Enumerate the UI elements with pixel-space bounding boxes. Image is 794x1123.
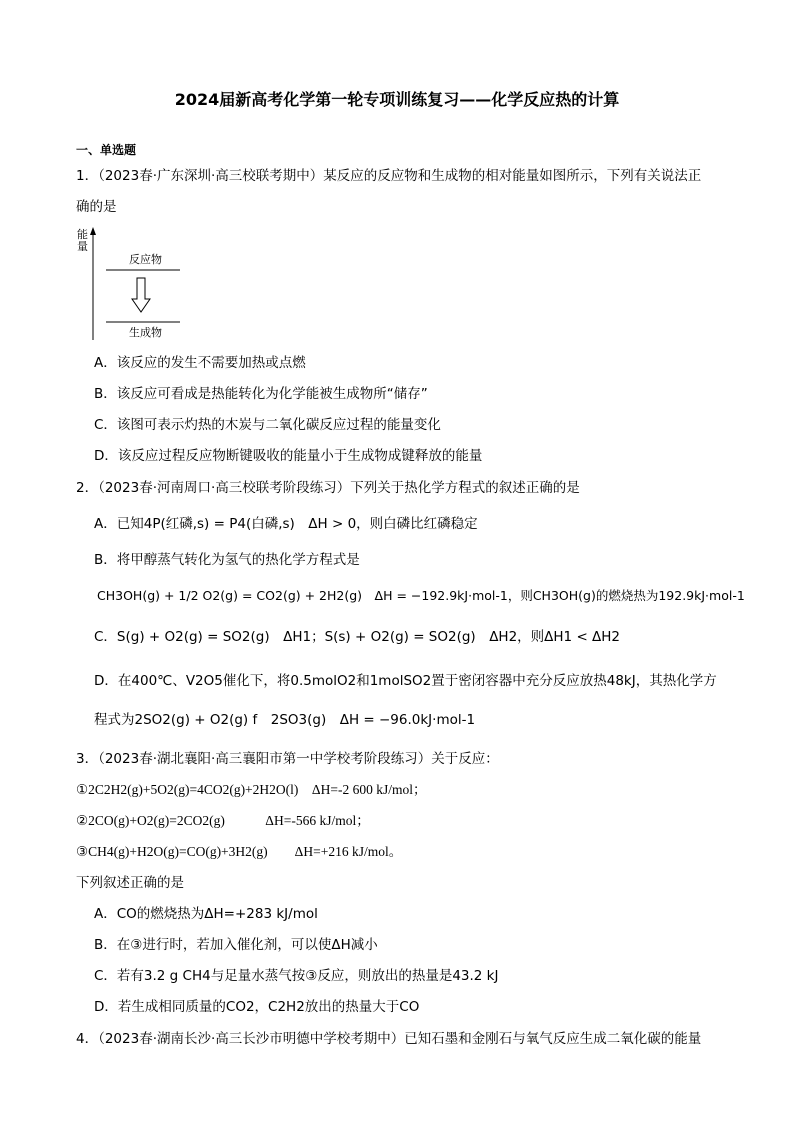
q2-stem: 2．（2023春·河南周口·高三校联考阶段练习）下列关于热化学方程式的叙述正确的是: [76, 480, 580, 496]
q1-option-a: A．该反应的发生不需要加热或点燃: [94, 355, 306, 371]
q1-option-c: C．该图可表示灼热的木炭与二氧化碳反应过程的能量变化: [94, 417, 441, 433]
energy-axis-label: 能量: [77, 228, 88, 253]
q3-reaction-3: ③CH4(g)+H2O(g)=CO(g)+3H2(g) ΔH=+216 kJ/mol。: [76, 844, 403, 859]
q2-option-a: A．已知4P(红磷,s) = P4(白磷,s) ΔH > 0，则白磷比红磷稳定: [94, 516, 478, 532]
q2-option-c: C．S(g) + O2(g) = SO2(g) ΔH1；S(s) + O2(g) = SO2(g) ΔH2，则ΔH1 < ΔH2: [94, 629, 621, 645]
q3-option-b: B．在③进行时，若加入催化剂，可以使ΔH减小: [94, 937, 378, 953]
section-heading: 一、单选题: [76, 143, 137, 157]
q1-stem-line2: 确的是: [76, 199, 117, 215]
q1-option-d: D．该反应过程反应物断键吸收的能量小于生成物成键释放的能量: [94, 448, 483, 464]
q3-option-a: A．CO的燃烧热为ΔH=+283 kJ/mol: [94, 906, 318, 922]
q4-stem: 4．（2023春·湖南长沙·高三长沙市明德中学校考期中）已知石墨和金刚石与氧气反应生成二氧化碳的能量: [76, 1031, 702, 1047]
q3-stem: 3．（2023春·湖北襄阳·高三襄阳市第一中学校考阶段练习）关于反应：: [76, 751, 499, 767]
q2-option-d-line2: 程式为2SO2(g) + O2(g) f 2SO3(g) ΔH = −96.0kJ·mol-1: [94, 712, 476, 728]
q2-option-d-line1: D．在400℃、V2O5催化下，将0.5molO2和1molSO2置于密闭容器中充分反应放热48kJ，其热化学方: [94, 673, 717, 689]
q2-option-b-line1: B．将甲醇蒸气转化为氢气的热化学方程式是: [94, 552, 360, 568]
q3-option-c: C．若有3.2 g CH4与足量水蒸气按③反应，则放出的热量是43.2 kJ: [94, 968, 499, 984]
q1-option-b: B．该反应可看成是热能转化为化学能被生成物所“储存”: [94, 386, 428, 402]
q3-lead: 下列叙述正确的是: [76, 875, 184, 891]
product-label: 生成物: [129, 326, 162, 339]
q1-stem-line1: 1．（2023春·广东深圳·高三校联考期中）某反应的反应物和生成物的相对能量如图所示，下列有关说法正: [76, 168, 702, 184]
down-arrow-icon: [132, 278, 150, 312]
q3-option-d: D．若生成相同质量的CO2，C2H2放出的热量大于CO: [94, 999, 420, 1015]
page-title: 2024届新高考化学第一轮专项训练复习——化学反应热的计算: [174, 90, 620, 109]
reactant-label: 反应物: [129, 253, 162, 266]
q3-reaction-1: ①2C2H2(g)+5O2(g)=4CO2(g)+2H2O(l) ΔH=-2 600 kJ/mol；: [76, 782, 427, 797]
q3-reaction-2: ②2CO(g)+O2(g)=2CO2(g) ΔH=-566 kJ/mol；: [76, 813, 370, 828]
q2-option-b-line2: CH3OH(g) + 1/2 O2(g) = CO2(g) + 2H2(g) ΔH = −192.9kJ·mol-1，则CH3OH(g)的燃烧热为192.9kJ·mol-1: [97, 588, 745, 603]
